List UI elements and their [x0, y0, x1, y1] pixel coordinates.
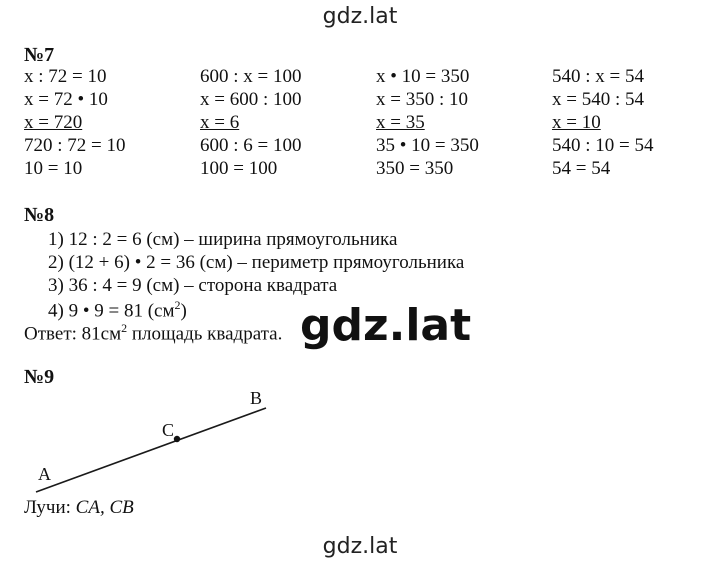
task9-heading: №9: [24, 366, 55, 388]
t8-answer-prefix: Ответ: 81см: [24, 323, 122, 345]
watermark-bottom: gdz.lat: [322, 534, 398, 559]
t8-line-3: 3) 36 : 4 = 9 (см) – сторона квадрата: [48, 275, 338, 296]
t8-line-4-text: 4) 9 • 9 = 81 (см: [48, 300, 175, 322]
t7-c3-r5: 350 = 350: [376, 158, 454, 179]
t8-line-2: 2) (12 + 6) • 2 = 36 (см) – периметр прямоугольника: [48, 252, 465, 273]
t9-answer-prefix: Лучи:: [24, 497, 76, 518]
point-c-label: C: [162, 420, 175, 440]
t7-c3-r2: x = 350 : 10: [376, 89, 468, 110]
t7-c2-r1: 600 : x = 100: [200, 66, 302, 87]
task8-heading: №8: [24, 204, 55, 226]
t9-answer: [24, 497, 134, 519]
t7-c2-r3: x = 6: [200, 112, 240, 133]
t7-c2-r2: x = 600 : 100: [200, 89, 302, 110]
t7-c4-r3: x = 10: [552, 112, 601, 133]
ray-line: [36, 408, 266, 492]
t8-line-1: 1) 12 : 2 = 6 (см) – ширина прямоугольника: [48, 229, 398, 250]
rays-diagram: [24, 380, 284, 498]
t8-line-4-sup: 2: [174, 298, 181, 312]
t8-line-4: [48, 298, 187, 322]
point-c-dot: [174, 436, 180, 442]
watermark-middle: gdz.lat: [300, 300, 472, 351]
t7-c1-r1: x : 72 = 10: [24, 66, 107, 87]
t7-c1-r3: x = 720: [24, 112, 83, 133]
t7-c4-r5: 54 = 54: [552, 158, 611, 179]
point-a-label: A: [38, 464, 51, 484]
t7-c4-r1: 540 : x = 54: [552, 66, 644, 87]
t7-c2-r5: 100 = 100: [200, 158, 278, 179]
t7-c3-r3: x = 35: [376, 112, 425, 133]
watermark-top: gdz.lat: [322, 4, 398, 29]
t7-c1-r5: 10 = 10: [24, 158, 83, 179]
t8-answer-tail: площадь квадрата.: [127, 323, 283, 345]
t9-answer-rays: CA, CB: [75, 497, 134, 518]
t7-c1-r4: 720 : 72 = 10: [24, 135, 126, 156]
t7-c3-r4: 35 • 10 = 350: [376, 135, 479, 156]
task7-heading: №7: [24, 44, 55, 66]
t8-answer-sup: 2: [121, 321, 128, 335]
t7-c4-r4: 540 : 10 = 54: [552, 135, 654, 156]
t8-line-4-tail: ): [180, 300, 187, 322]
t7-c3-r1: x • 10 = 350: [376, 66, 470, 87]
t7-c4-r2: x = 540 : 54: [552, 89, 644, 110]
t8-answer: [24, 321, 282, 345]
t7-c2-r4: 600 : 6 = 100: [200, 135, 302, 156]
t7-c1-r2: x = 72 • 10: [24, 89, 108, 110]
point-b-label: B: [250, 388, 263, 408]
